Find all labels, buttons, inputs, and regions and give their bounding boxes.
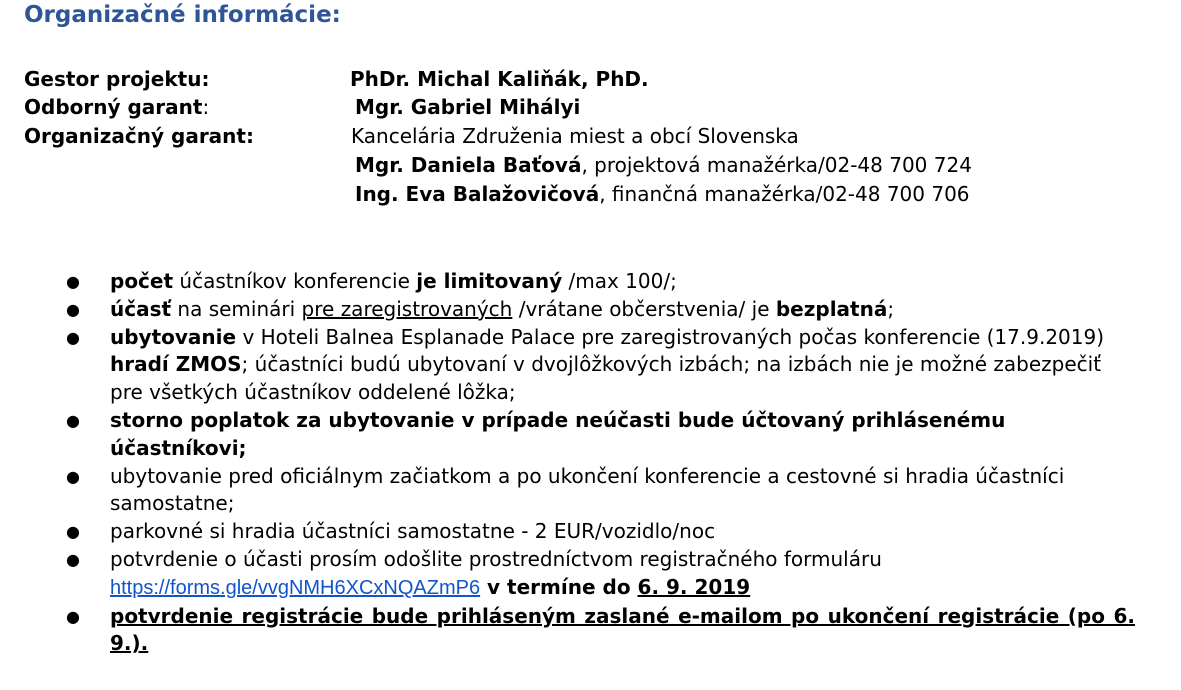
bullet-text: ubytovanie — [110, 324, 237, 349]
bullet-icon: ● — [66, 272, 80, 291]
list-item — [0, 296, 1181, 324]
organizacny-garant-label: Organizačný garant: — [24, 124, 254, 148]
bullet-text: hradí ZMOS — [110, 352, 242, 377]
bullet-text: potvrdenie registrácie bude prihláseným zaslané e-mailom po ukončení registrácie (po 6. 9.). — [110, 603, 1135, 656]
bullet-text: ; účastníci budú ubytovaní v dvojlôžkových izbách; na izbách nie je možné zabezpečiť pre všetkých účastníkov oddelené lôžka; — [110, 352, 1102, 405]
odborny-garant-label — [24, 93, 209, 121]
bullet-text: počet — [110, 269, 174, 293]
bullet-text: na seminári — [171, 296, 302, 321]
deadline-date: 6. 9. 2019 — [637, 574, 751, 599]
odborny-garant-label-colon: : — [202, 95, 210, 119]
list-item — [0, 546, 1181, 603]
bullet-text: potvrdenie o účasti prosím odošlite prostredníctvom registračného formuláru — [110, 546, 882, 571]
bullet-text: účasť — [110, 296, 172, 321]
bullet-icon: ● — [66, 327, 80, 347]
section-heading: Organizačné informácie: — [24, 2, 341, 28]
list-item — [0, 407, 1181, 463]
bullet-icon: ● — [66, 299, 80, 319]
bullet-text: /vrátane občerstvenia/ je — [512, 296, 776, 321]
bullet-text: pre zaregistrovaných — [301, 296, 513, 321]
info-bullet-list — [0, 268, 1181, 658]
contact-role: , projektová manažérka/02-48 700 724 — [581, 153, 972, 177]
list-item — [0, 463, 1181, 519]
bullet-icon: ● — [66, 410, 80, 430]
gestor-value: PhDr. Michal Kaliňák, PhD. — [350, 67, 649, 91]
bullet-text: parkovné si hradia účastníci samostatne - 2 EUR/vozidlo/noc — [110, 519, 716, 544]
list-item — [0, 324, 1181, 407]
contact-role: , finančná manažérka/02-48 700 706 — [599, 182, 970, 206]
contact-name: Mgr. Daniela Baťová — [355, 153, 582, 177]
bullet-text: v Hoteli Balnea Esplanade Palace pre zaregistrovaných počas konferencie (17.9.2019) — [236, 324, 1105, 349]
bullet-text: /max 100/; — [562, 269, 677, 293]
gestor-label: Gestor projektu: — [24, 67, 210, 91]
odborny-garant-value: Mgr. Gabriel Mihályi — [355, 95, 581, 119]
contact-row — [355, 151, 972, 179]
list-item — [0, 603, 1181, 659]
bullet-text: účastníkov konferencie — [173, 269, 417, 293]
bullet-text: storno poplatok za ubytovanie v prípade neúčasti bude účtovaný prihlásenému účastníkovi; — [110, 407, 1006, 460]
bullet-text: v termíne do — [480, 574, 638, 599]
registration-form-link[interactable]: https://forms.gle/vvgNMH6XCxNQAZmP6 — [110, 576, 481, 599]
bullet-icon: ● — [66, 549, 80, 569]
list-item — [0, 268, 1181, 296]
bullet-text: ; — [887, 296, 895, 321]
contact-name: Ing. Eva Balažovičová — [355, 182, 600, 206]
bullet-icon: ● — [66, 466, 80, 486]
bullet-text: bezplatná — [775, 296, 888, 321]
contact-row — [355, 180, 970, 208]
list-item — [0, 518, 1181, 546]
bullet-icon: ● — [66, 606, 80, 626]
bullet-text: je limitovaný — [416, 269, 563, 293]
odborny-garant-label-text: Odborný garant — [24, 95, 203, 119]
bullet-icon: ● — [66, 522, 80, 542]
bullet-text: ubytovanie pred oficiálnym začiatkom a po ukončení konferencie a cestovné si hradia účastníci samostatne; — [110, 463, 1065, 516]
organizacny-garant-value: Kancelária Združenia miest a obcí Slovenska — [351, 124, 799, 148]
